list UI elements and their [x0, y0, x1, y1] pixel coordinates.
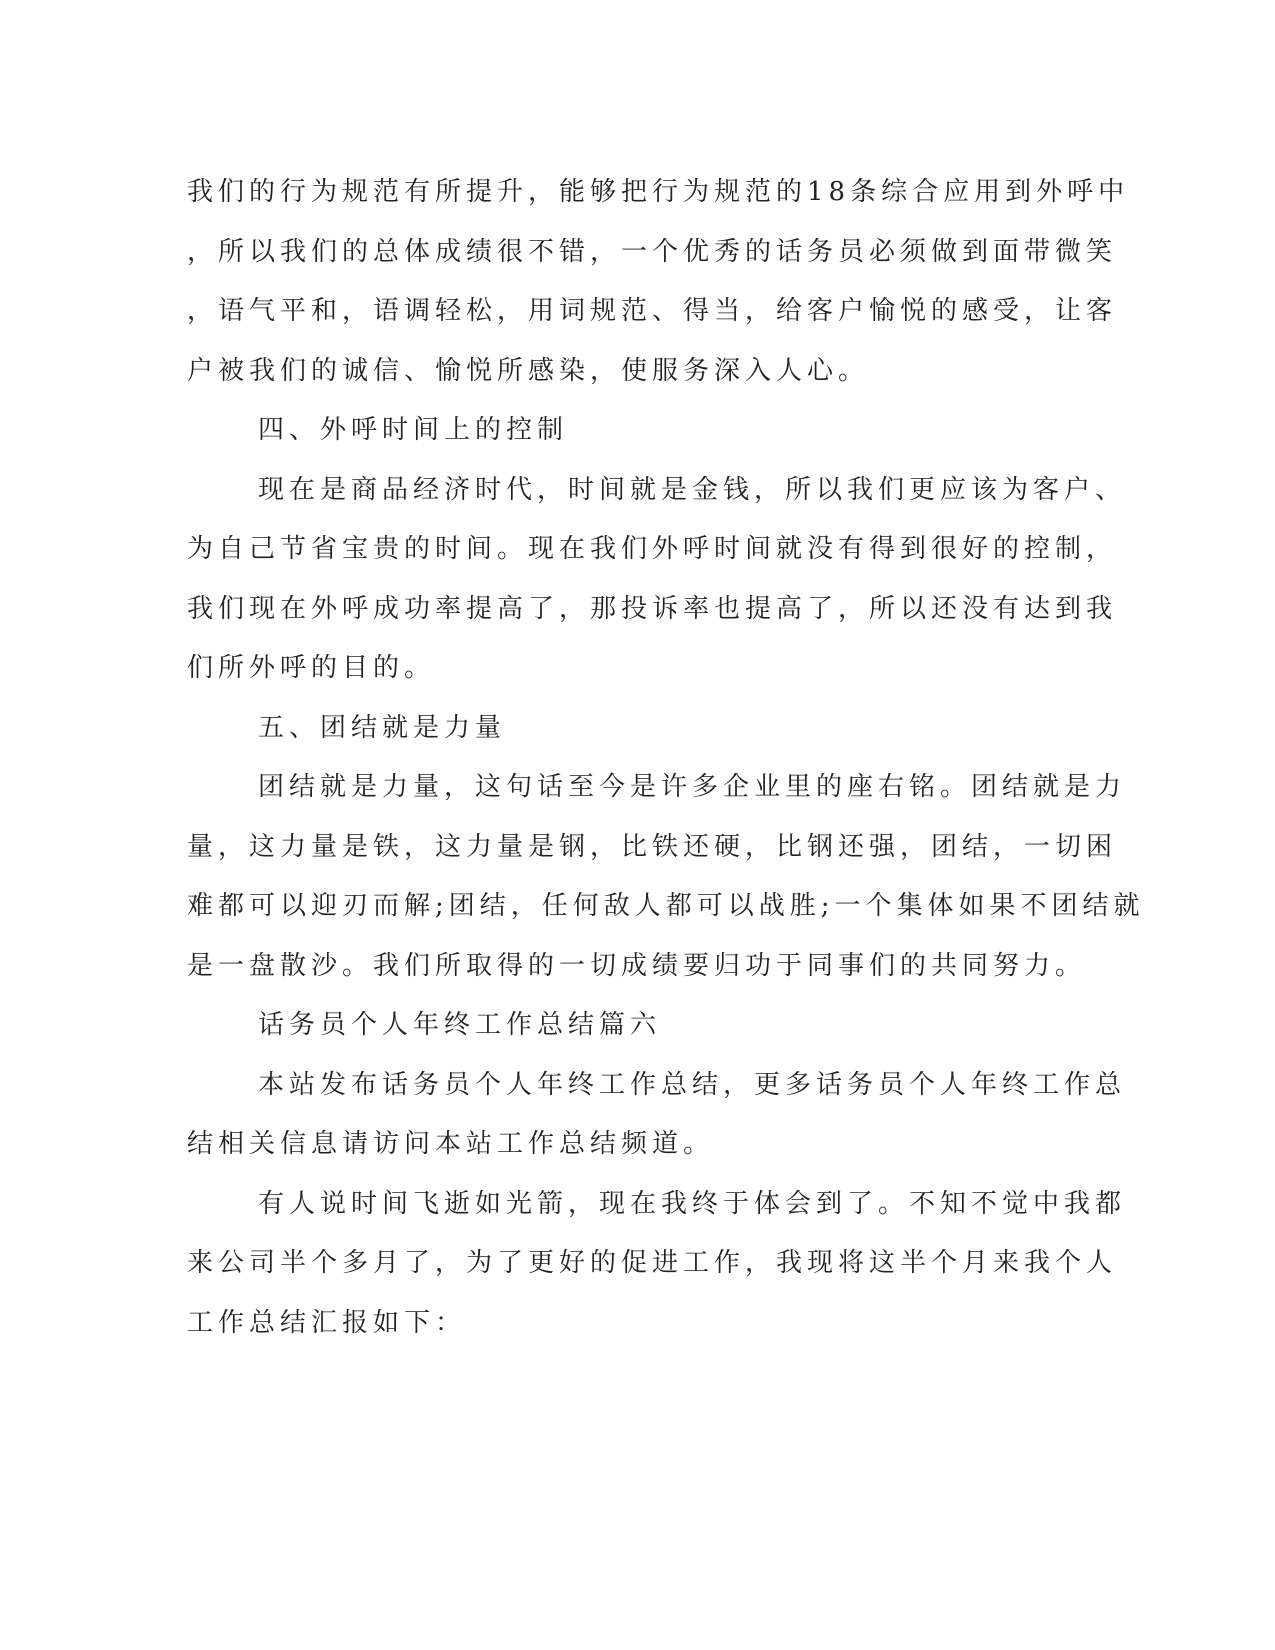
- body-line: 们所外呼的目的。: [187, 653, 436, 683]
- document-body: [187, 163, 1145, 1353]
- body-line: 是一盘散沙。我们所取得的一切成绩要归功于同事们的共同努力。: [187, 950, 1087, 981]
- body-line: 难都可以迎刃而解;团结，任何敌人都可以战胜;一个集体如果不团结就: [187, 891, 1145, 921]
- body-line: ，所以我们的总体成绩很不错，一个优秀的话务员必须做到面带微笑: [187, 236, 1118, 267]
- body-line: 户被我们的诚信、愉悦所感染，使服务深入人心。: [187, 355, 870, 386]
- body-line: 我们现在外呼成功率提高了，那投诉率也提高了，所以还没有达到我: [187, 593, 1118, 624]
- body-line: 我们的行为规范有所提升，能够把行为规范的18条综合应用到外呼中: [187, 177, 1130, 207]
- section-heading: 话务员个人年终工作总结篇六: [258, 1010, 662, 1040]
- section-heading: 五、团结就是力量: [258, 712, 507, 743]
- body-line: 现在是商品经济时代，时间就是金钱，所以我们更应该为客户、: [258, 474, 1127, 505]
- body-line: 量，这力量是铁，这力量是钢，比铁还硬，比钢还强，团结，一切困: [187, 831, 1118, 862]
- body-line: 有人说时间飞逝如光箭，现在我终于体会到了。不知不觉中我都: [258, 1188, 1127, 1219]
- body-line: ，语气平和，语调轻松，用词规范、得当，给客户愉悦的感受，让客: [187, 296, 1118, 326]
- body-line: 本站发布话务员个人年终工作总结，更多话务员个人年终工作总: [258, 1069, 1127, 1100]
- body-line: 来公司半个多月了，为了更好的促进工作，我现将这半个月来我个人: [187, 1248, 1118, 1278]
- body-line: 工作总结汇报如下：: [187, 1307, 467, 1338]
- body-line: 结相关信息请访问本站工作总结频道。: [187, 1129, 715, 1159]
- body-line: 团结就是力量，这句话至今是许多企业里的座右铭。团结就是力: [258, 772, 1127, 802]
- body-line: 为自己节省宝贵的时间。现在我们外呼时间就没有得到很好的控制，: [187, 534, 1118, 564]
- section-heading: 四、外呼时间上的控制: [258, 415, 569, 445]
